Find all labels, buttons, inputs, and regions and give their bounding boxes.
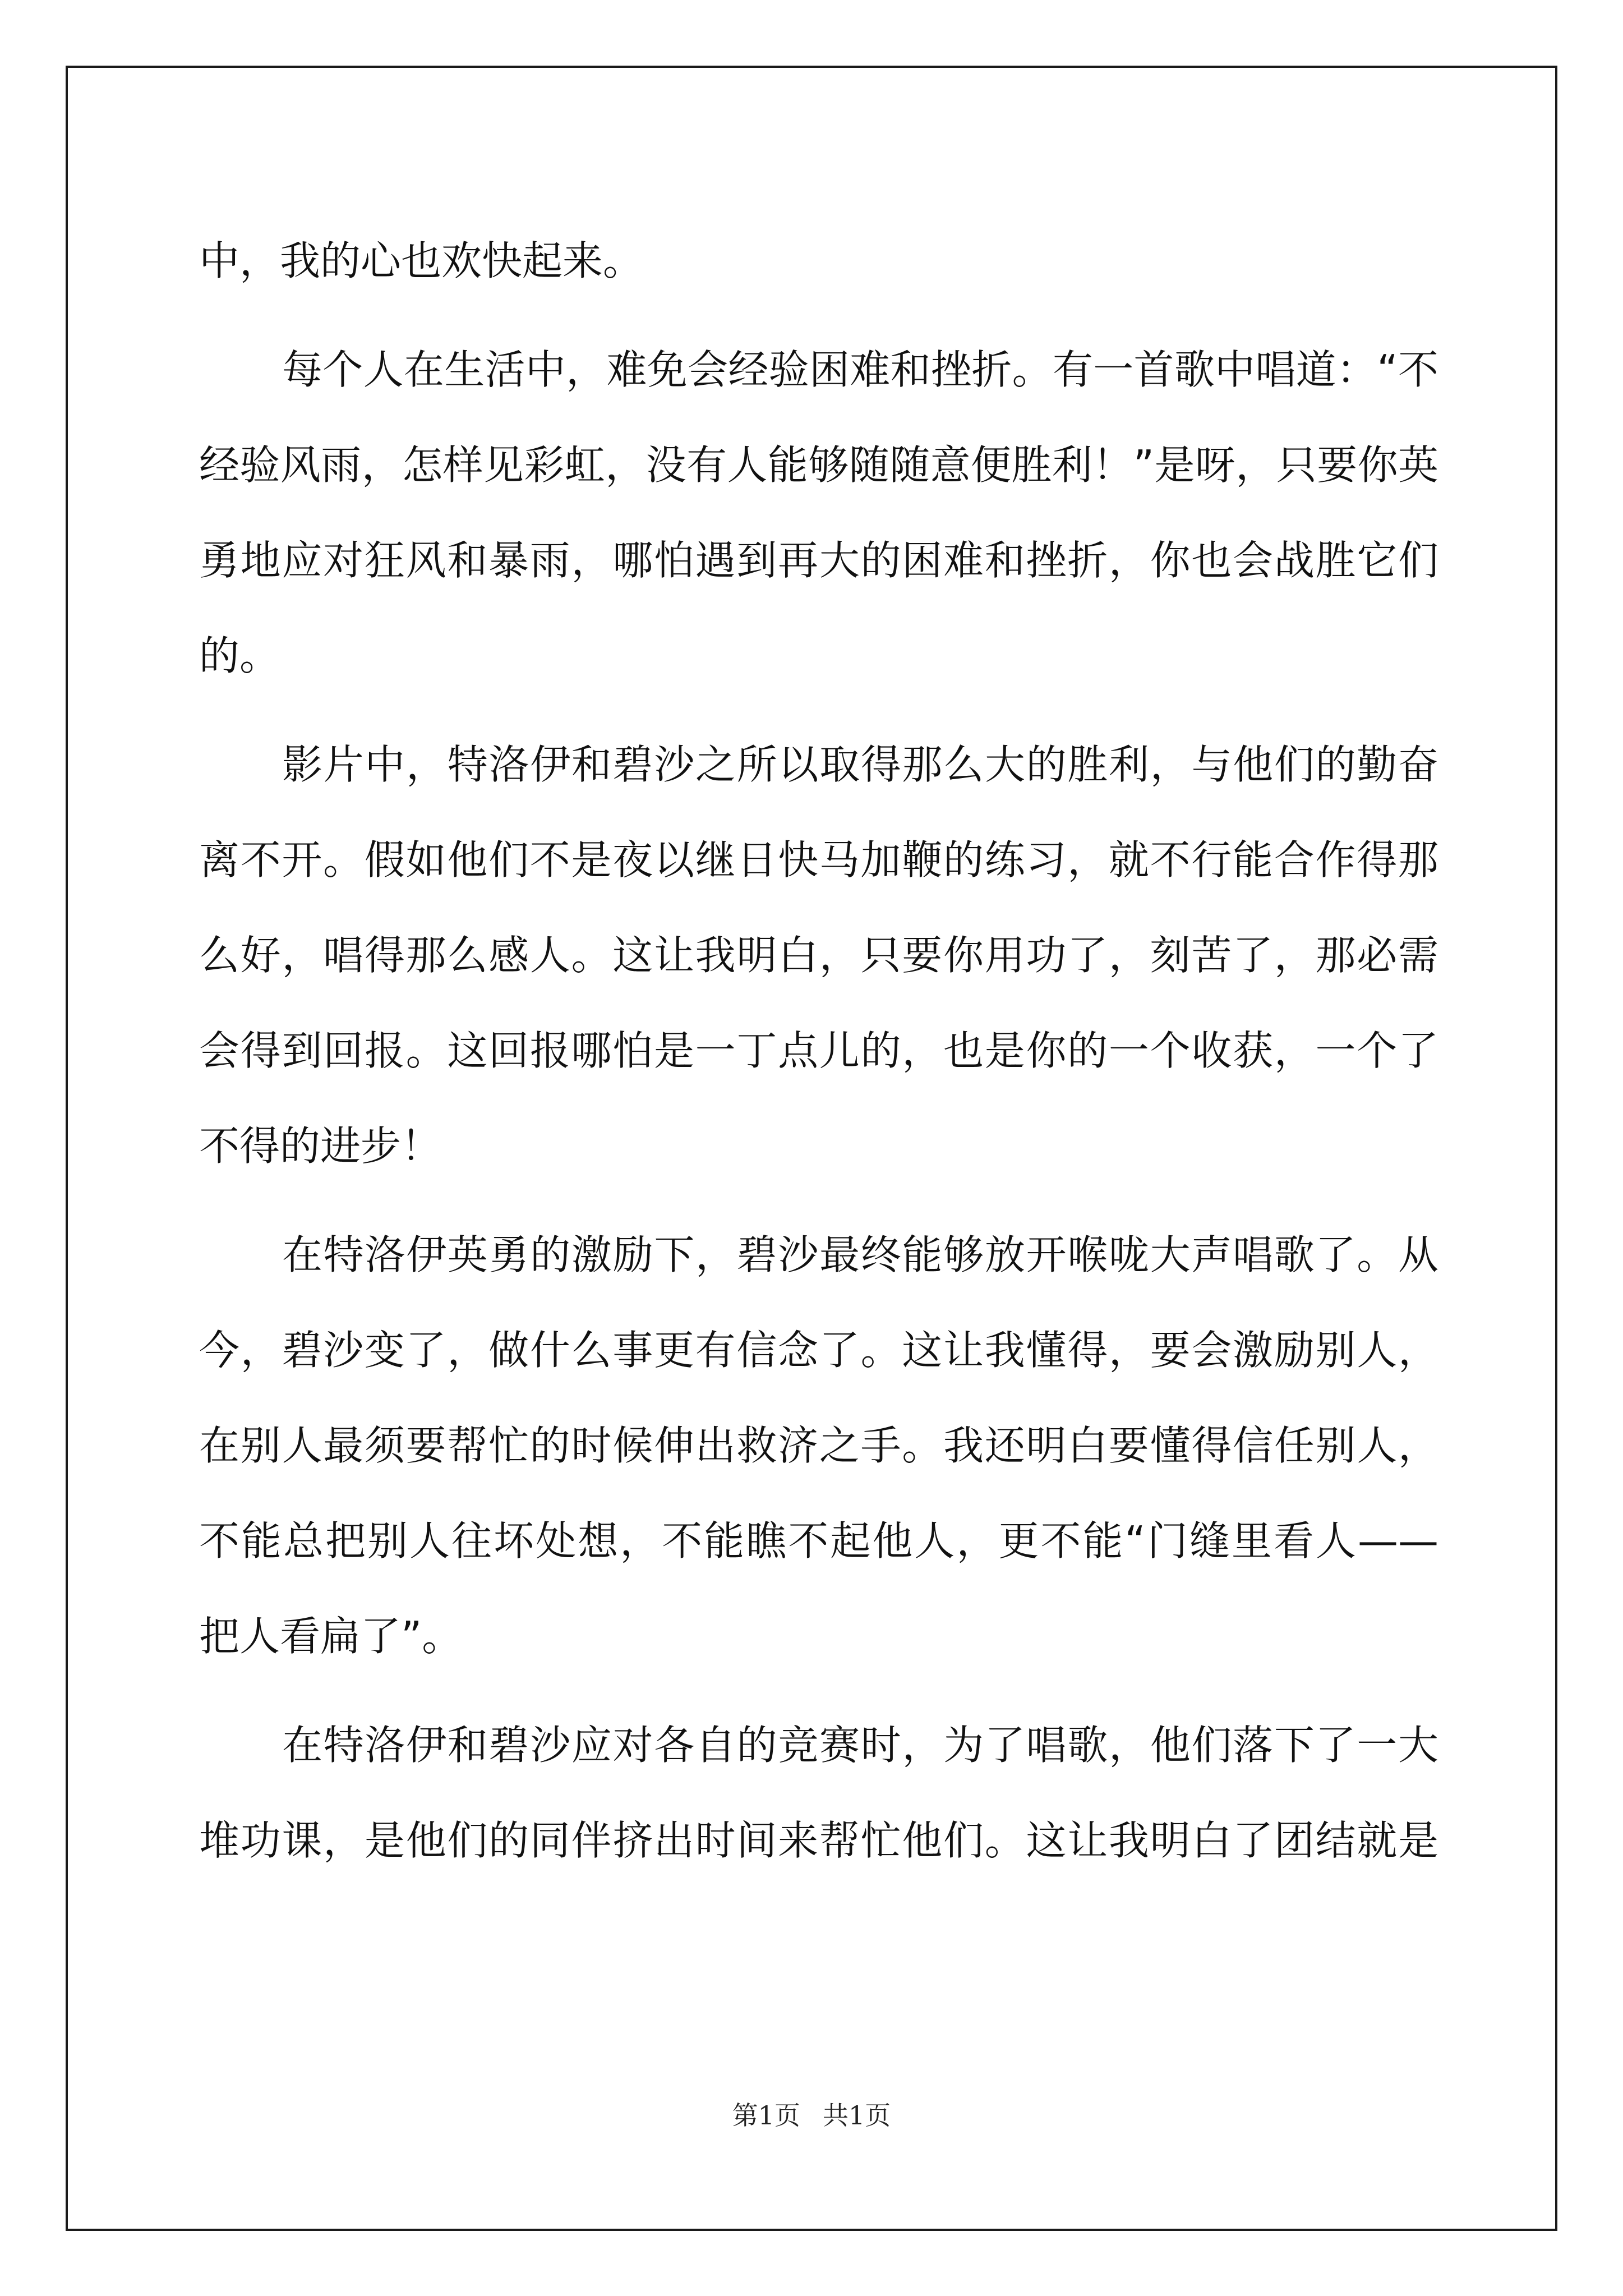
text-line: 不得的进步！ [199, 1122, 442, 1170]
text-line: 影片中，特洛伊和碧沙之所以取得那么大的胜利，与他们的勤奋 [282, 741, 1438, 788]
document-body [199, 213, 1438, 1888]
text-line: 会得到回报。这回报哪怕是一丁点儿的，也是你的一个收获，一个了 [199, 1027, 1438, 1074]
text-line: 在别人最须要帮忙的时候伸出救济之手。我还明白要懂得信任别人， [199, 1422, 1438, 1469]
text-line: 堆功课，是他们的同伴挤出时间来帮忙他们。这让我明白了团结就是 [199, 1817, 1438, 1864]
text-line: 的。 [199, 632, 280, 679]
text-line: 今，碧沙变了，做什么事更有信念了。这让我懂得，要会激励别人， [199, 1327, 1438, 1374]
text-line: 经验风雨，怎样见彩虹，没有人能够随随意便胜利！”是呀，只要你英 [199, 441, 1438, 489]
text-line: 在特洛伊和碧沙应对各自的竞赛时，为了唱歌，他们落下了一大 [282, 1722, 1438, 1769]
page-footer [0, 2095, 1623, 2132]
text-line: 勇地应对狂风和暴雨，哪怕遇到再大的困难和挫折，你也会战胜它们 [199, 537, 1438, 584]
text-line: 不能总把别人往坏处想，不能瞧不起他人，更不能“门缝里看人—— [199, 1517, 1438, 1565]
text-line: 每个人在生活中，难免会经验困难和挫折。有一首歌中唱道：“不 [282, 346, 1438, 393]
page-number: 第1页 [732, 2100, 800, 2131]
page-total: 共1页 [823, 2100, 891, 2131]
text-line: 么好，唱得那么感人。这让我明白，只要你用功了，刻苦了，那必需 [199, 932, 1438, 979]
text-line: 把人看扁了”。 [199, 1613, 463, 1660]
text-line: 中，我的心也欢快起来。 [199, 237, 644, 284]
text-line: 离不开。假如他们不是夜以继日快马加鞭的练习，就不行能合作得那 [199, 836, 1438, 884]
text-line: 在特洛伊英勇的激励下，碧沙最终能够放开喉咙大声唱歌了。从 [282, 1231, 1438, 1278]
